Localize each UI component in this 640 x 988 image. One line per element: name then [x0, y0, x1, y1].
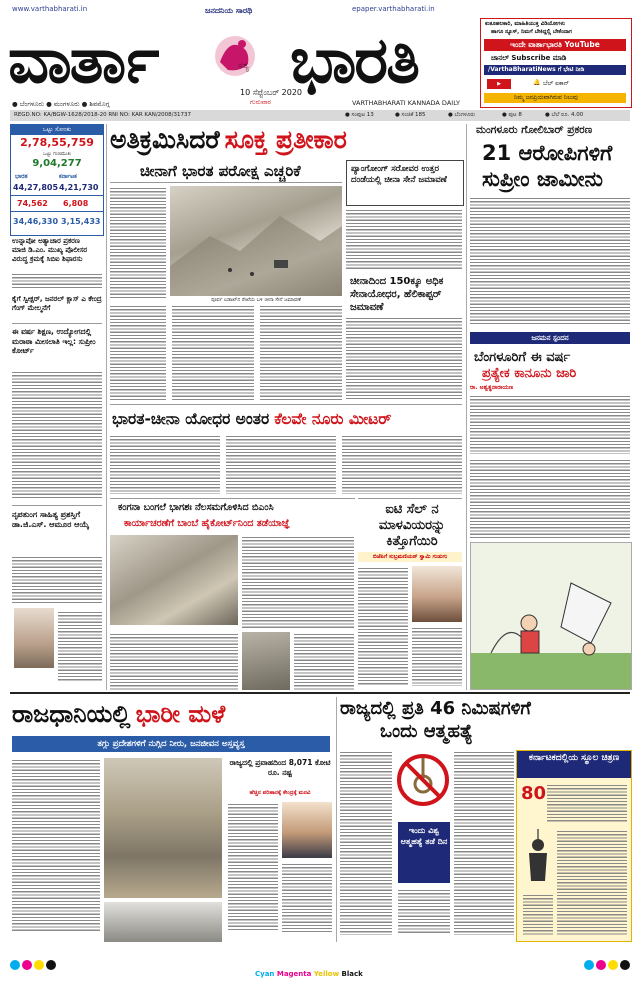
lead-rule	[110, 182, 342, 183]
today-box: ಇಂದು ವಿಶ್ವ ಆತ್ಮಹತ್ಯೆ ತಡೆ ದಿನ	[398, 822, 450, 883]
covid-india-label: ಭಾರತ	[15, 173, 28, 180]
bengaluru-byline: ರಾ. ಅಶ್ವತ್ಥನಾರಾಯಣ	[470, 384, 514, 391]
janamana-banner: ಜನಮನ ಸ್ಪಂದನ	[470, 332, 630, 344]
page-count: ● ಪುಟ 8	[502, 112, 522, 118]
registration-number: REGD.NO: KA/BGW-1628/2018-20 RNI NO: KAR KAN/2008/31737	[14, 112, 192, 118]
left-story-1-body	[12, 272, 102, 290]
colorbar-magenta: Magenta	[276, 970, 312, 978]
left-h3[interactable]: ಕೈಗೆ ಸ್ವೀಕ್ಷರ್, ಜನರಲ್ ಕ್ಲಾಸ್ ಎ ಕೇಂದ್ರ ಗೆಂಗ್ ಮೇಲ್ಮನೆಗೆ	[12, 295, 102, 312]
masthead-title-left: ವಾರ್ತಾ	[8, 24, 158, 98]
youtube-footer-bar	[484, 93, 626, 103]
covid-karnataka-active: 4,21,730	[59, 183, 99, 192]
second-headline-red: ಕೆಲವೇ ನೂರು ಮೀಟರ್	[274, 410, 392, 428]
youtube-handle: /VarthaBharatiNews ಗೆ ಭೇಟಿ ನೀಡಿ	[488, 66, 585, 73]
colorbar-labels	[255, 970, 363, 978]
covid-karnataka-label: ಕರ್ನಾಟಕ	[59, 173, 77, 180]
suicide-body-3	[398, 888, 450, 935]
bengaluru-body	[470, 394, 630, 454]
youtube-line1: ಕುತೂಹಲಕಾರಿ, ಮಾಹಿತಿಯುಕ್ತ ವಿಡಿಯೋಗಳು	[485, 21, 565, 27]
kangana-rule	[110, 498, 355, 499]
suicide-headline-1[interactable]: ರಾಜ್ಯದಲ್ಲಿ ಪ್ರತಿ 46 ನಿಮಿಷಗಳಿಗೆ	[340, 698, 531, 719]
covid-india-cases: 2,78,55,759	[20, 136, 94, 149]
right-headline-1[interactable]: 21 ಆರೋಪಿಗಳಿಗೆ	[482, 141, 613, 165]
minister-photo	[282, 802, 332, 858]
loss-sub: ಹೆಚ್ಚಿನ ಪರಿಹಾರಕ್ಕೆ ಕೇಂದ್ರಕ್ಕೆ ಮನವಿ	[249, 790, 311, 796]
rain-subhead: ತಗ್ಗು ಪ್ರದೇಶಗಳಿಗೆ ನುಗ್ಗಿದ ನೀರು, ಜನಜೀವನ ಅಸ್ತವ್ಯಸ್ತ	[12, 736, 330, 752]
covid-cases-header: ಒಟ್ಟು ಸೋಂಕು	[11, 125, 103, 135]
masthead-tagline: ಜನದನಿಯ ಸಾರಥಿ	[205, 6, 253, 15]
second-body-2	[226, 434, 336, 494]
karnataka-big-number: 80	[521, 783, 547, 804]
registration-dot-magenta	[22, 960, 32, 970]
karnataka-box	[516, 750, 632, 942]
rain-body-1	[12, 758, 100, 933]
colorbar-black: Black	[341, 970, 363, 978]
karnataka-box-body-2	[557, 829, 627, 935]
website-url[interactable]: www.varthabharati.in	[12, 5, 88, 13]
left-rule-2	[12, 505, 102, 506]
side-story-body-2	[346, 316, 462, 400]
covid-india-recovered: 9,04,277	[32, 158, 82, 169]
covid-karnataka-deaths: 6,808	[63, 199, 89, 208]
left-story-5-body-2	[58, 610, 102, 682]
colorbar-yellow: Yellow	[313, 970, 340, 978]
lead-photo-caption: ಪೂರ್ವ ಲಡಾಖ್‌ನ ರೇಖೆಯ ಬಳಿ ಚೀನಾ ಸೇನೆ ಜಮಾವಣೆ	[211, 297, 301, 303]
issue-date: 10 ಸೆಪ್ಟೆಂಬರ್ 2020	[240, 88, 303, 97]
svg-text:ಸತ್ಯ: ಸತ್ಯ	[238, 61, 249, 71]
lead-photo	[170, 186, 342, 296]
editions-list: ● ಬೆಂಗಳೂರು ● ಮಂಗಳೂರು ● ಶಿವಮೊಗ್ಗ	[12, 100, 110, 108]
youtube-handle-bar	[484, 65, 626, 75]
rain-photo-1	[104, 758, 222, 898]
suicide-body-1	[340, 750, 392, 935]
bottom-column-rule	[336, 697, 337, 942]
second-rule	[110, 404, 462, 405]
loss-body-2	[282, 862, 332, 932]
left-rule-1	[12, 323, 102, 324]
side-story-headline: ಪ್ಯಾಂಗೋಂಗ್ ಸರೋವರ ಉತ್ತರ ದಂಡೆಯಲ್ಲಿ ಚೀನಾ ಸೇನೆ ಜಮಾವಣೆ	[351, 164, 447, 185]
rain-photo-2	[104, 902, 222, 942]
left-h4[interactable]: ಈ ವರ್ಷ ಶಿಕ್ಷಣ, ಉದ್ಯೋಗದಲ್ಲಿ ಮರಾಠಾ ಮೀಸಲಾತಿ ಇಲ್ಲ: ಸುಪ್ರೀಂ ಕೋರ್ಟ್	[12, 327, 96, 355]
left-story-1-headline[interactable]	[12, 237, 102, 264]
registration-dot-cyan	[10, 960, 20, 970]
lead-headline[interactable]	[110, 124, 462, 156]
bengaluru-headline-1[interactable]: ಬೆಂಗಳೂರಿಗೆ ಈ ವರ್ಷ	[474, 350, 571, 365]
side-story-headline-box[interactable]	[346, 160, 464, 206]
youtube-banner: ಇಂದೇ ವಾರ್ತಾಭಾರತಿ YouTube	[484, 39, 626, 51]
left-h2: ಮಾಜಿ ಡಿ.ಎಂ. ಮುಖ್ಯ ಪೊಲೀಸರ ವಿರುದ್ಧ ಕ್ರಮಕ್ಕೆ ಸಿಬಿಐ ಶಿಫಾರಸು	[12, 246, 88, 263]
issue-day: ಗುರುವಾರ	[250, 98, 271, 106]
lead-subhead: ಚೀನಾಗೆ ಭಾರತ ಪರೋಕ್ಷ ಎಚ್ಚರಿಕೆ	[140, 162, 301, 180]
rain-headline[interactable]	[12, 697, 330, 731]
registration-dot-yellow-2	[608, 960, 618, 970]
lead-headline-black: ಅತಿಕ್ರಮಿಸಿದರೆ	[110, 125, 220, 154]
kangana-subhead: ಕಾರ್ಯಾಚರಣೆಗೆ ಬಾಂಬೆ ಹೈಕೋರ್ಟ್‌ನಿಂದ ತಡೆಯಾಜ್ಞೆ	[124, 518, 290, 529]
left-story-4-body	[12, 370, 102, 500]
youtube-line2: ಹಾಗೂ ನ್ಯೂಸ್, ನಿಮಗೆ ಬೇಕಿದ್ದಲ್ಲಿ ಬೇಕೆಂದಾಗ	[491, 29, 573, 35]
youtube-bell-label: ಬೆಲ್ ಐಕಾನ್	[543, 80, 570, 87]
youtube-ad-box[interactable]	[480, 18, 632, 108]
logo-emblem	[210, 20, 260, 90]
loss-head[interactable]: ರಾಜ್ಯದಲ್ಲಿ ಪ್ರವಾಹದಿಂದ 8,071 ಕೋಟಿ ರೂ. ನಷ್ಟ	[229, 758, 331, 777]
english-name: VARTHABHARATI KANNADA DAILY	[352, 99, 460, 107]
bengaluru-body-2	[470, 458, 630, 538]
left-h1: ಉನ್ನಾವೋ ಅತ್ಯಾಚಾರ ಪ್ರಕರಣ	[12, 237, 80, 245]
column-rule-left	[106, 124, 107, 690]
itcell-body-2	[412, 626, 462, 686]
loss-body-1	[228, 802, 278, 932]
itcell-rule	[358, 498, 462, 499]
registration-dot-magenta-2	[596, 960, 606, 970]
karnataka-box-body-3	[523, 893, 553, 935]
lead-body-col1b	[110, 304, 166, 400]
lead-body-col1	[110, 186, 166, 298]
second-headline-black: ಭಾರತ-ಚೀನಾ ಯೋಧರ ಅಂತರ	[112, 410, 270, 428]
epaper-url[interactable]: epaper.varthabharati.in	[352, 5, 435, 13]
youtube-subscribe: ಚಾನಲ್ Subscribe ಮಾಡಿ	[491, 54, 567, 62]
youtube-play-icon: ▶	[487, 79, 511, 89]
bengaluru-headline-2: ಪ್ರತ್ಯೇಕ ಕಾನೂನು ಜಾರಿ	[482, 366, 577, 381]
second-body-1	[110, 434, 220, 494]
cartoon	[470, 542, 632, 690]
registration-dot-black	[46, 960, 56, 970]
kangana-photo-1	[110, 535, 238, 625]
kangana-body-1	[242, 535, 354, 630]
left-h5[interactable]: ನೃಪತುಂಗ ಸಾಹಿತ್ಯ ಪ್ರಶಸ್ತಿಗೆ ಡಾ.ಜಿ.ಎಸ್. ಆಮೂರ ಆಯ್ಕೆ	[12, 510, 90, 529]
amur-photo	[14, 608, 54, 668]
registration-dot-cyan-2	[584, 960, 594, 970]
issue-number: ● ಸಂಚಿಕೆ 185	[395, 112, 426, 118]
swamy-photo	[412, 566, 462, 622]
masthead-title-right: ಭಾರತಿ	[290, 24, 419, 98]
right-top-head: ಮಂಗಳೂರು ಗೋಲಿಬಾರ್ ಪ್ರಕರಣ	[476, 124, 593, 136]
right-headline-2: ಸುಪ್ರೀಂ ಜಾಮೀನು	[482, 167, 603, 191]
covid-recovered-label: ಒಟ್ಟು ಗುಣಮುಖ	[43, 151, 71, 157]
kangana-body-2	[110, 632, 238, 690]
lead-body-col3	[260, 304, 342, 400]
rain-headline-black: ರಾಜಧಾನಿಯಲ್ಲಿ	[12, 700, 131, 728]
second-body-3	[342, 434, 462, 494]
edition-label: ● ಬೆಂಗಳೂರು	[448, 112, 476, 118]
registration-dot-black-2	[620, 960, 630, 970]
left-story-5-body	[12, 555, 102, 605]
bell-icon: 🔔	[533, 79, 541, 86]
suicide-headline-2: ಒಂದು ಆತ್ಮಹತ್ಯೆ	[380, 721, 473, 742]
covid-india-tests: 34,46,330	[13, 217, 59, 226]
rain-headline-red: ಭಾರೀ ಮಳೆ	[135, 700, 226, 728]
lead-body-col2	[172, 304, 254, 400]
covid-divider	[11, 195, 103, 196]
covid-karnataka-tests: 3,15,433	[61, 217, 101, 226]
right-story-body	[470, 196, 630, 326]
covid-india-deaths: 74,562	[17, 199, 48, 208]
covid-stats-box	[10, 124, 104, 236]
volume: ● ಸಂಪುಟ 13	[345, 112, 374, 118]
kangana-body-3	[294, 632, 354, 690]
suicide-body-2	[454, 750, 514, 935]
itcell-headline[interactable]: ಐಟಿ ಸೆಲ್ ನ ಮಾಳವಿಯರನ್ನು ಕಿತ್ತೊಗೆಯಿರಿ	[378, 502, 446, 549]
person-silhouette-icon	[523, 829, 553, 889]
bottom-top-rule	[10, 692, 630, 694]
registration-dot-yellow	[34, 960, 44, 970]
covid-india-active: 44,27,805	[13, 183, 59, 192]
itcell-body-1	[358, 566, 408, 686]
kangana-photo-2	[242, 632, 290, 690]
side-story-body	[346, 208, 462, 270]
youtube-footer: ನಿಮ್ಮ ಜನಪ್ರಿಯವಾಗಿರುವ ನಿಲುವು	[514, 94, 578, 101]
registration-strip	[10, 110, 630, 121]
karnataka-box-body-1	[547, 783, 627, 823]
price: ● ಬೆಲೆ ರೂ. 4.00	[545, 112, 584, 118]
itcell-byline: ಬಿಜೆಪಿಗೆ ಸುಬ್ರಮಣಿಯನ್ ಸ್ವಾಮಿ ಗುಡುಗು	[358, 552, 462, 562]
covid-divider-2	[11, 211, 103, 212]
side-story-headline-2[interactable]: ಚೀನಾದಿಂದ 150ಕ್ಕೂ ಅಧಿಕ ಸೇನಾಯೋಧರ, ಹೆಲಿಕಾಪ್ಟರ್ ಜಮಾವಣೆ	[350, 276, 444, 313]
lead-headline-red: ಸೂಕ್ತ ಪ್ರತೀಕಾರ	[224, 125, 347, 154]
karnataka-box-head: ಕರ್ನಾಟಕದಲ್ಲಿಯ ಸ್ಥೂಲ ಚಿತ್ರಣ	[517, 751, 631, 778]
second-headline[interactable]	[112, 408, 462, 430]
colorbar-cyan: Cyan	[255, 970, 275, 978]
column-rule-right	[466, 124, 467, 690]
kangana-headline[interactable]: ಕಂಗನಾ ಬಂಗಲೆ ಭಾಗಶಃ ನೆಲಸಮಗೊಳಿಸಿದ ಬಿಎಂಸಿ	[118, 502, 274, 513]
